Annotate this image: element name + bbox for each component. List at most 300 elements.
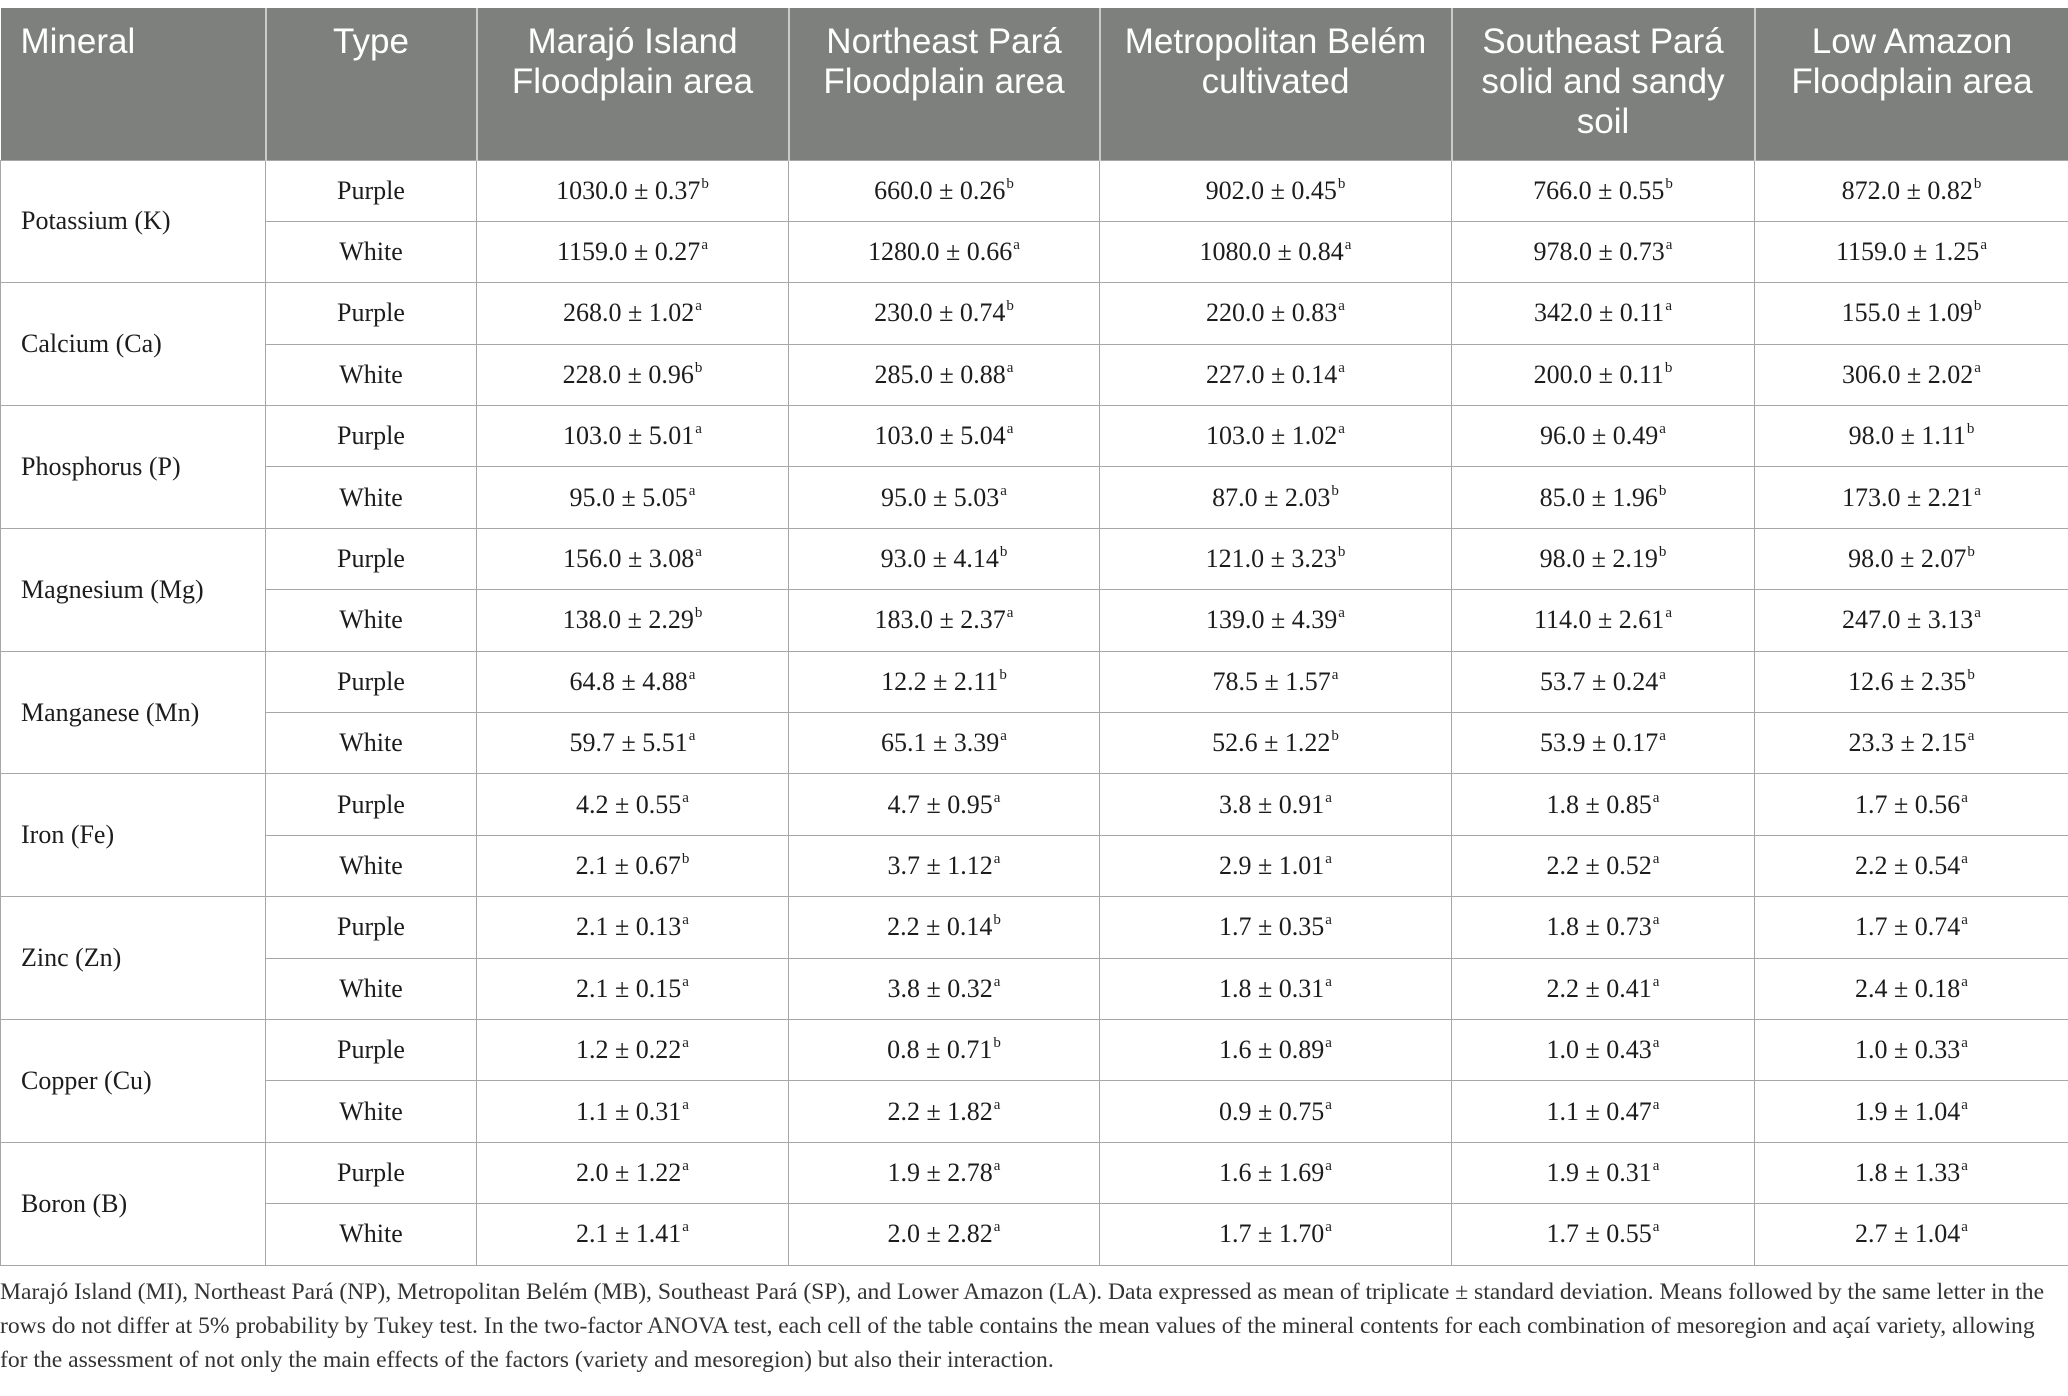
value-cell [789, 651, 1100, 712]
significance-letter: a [1961, 912, 1968, 929]
value-cell [477, 283, 789, 344]
mean-sd-value: 2.2 ± 0.41 [1546, 973, 1652, 1003]
mean-sd-value: 766.0 ± 0.55 [1533, 175, 1665, 205]
value-cell [1100, 1081, 1452, 1142]
significance-letter: b [1664, 359, 1673, 376]
value-cell [1100, 897, 1452, 958]
mean-sd-value: 2.1 ± 0.15 [576, 973, 682, 1003]
mean-sd-value: 23.3 ± 2.15 [1848, 728, 1967, 758]
header-northeast-para: Northeast Pará Floodplain area [789, 8, 1100, 160]
value-cell [1100, 835, 1452, 896]
mean-sd-value: 268.0 ± 1.02 [563, 298, 695, 328]
mean-sd-value: 85.0 ± 1.96 [1539, 482, 1658, 512]
mean-sd-value: 3.8 ± 0.91 [1219, 789, 1325, 819]
value-cell [1452, 1142, 1755, 1203]
significance-letter: a [1652, 912, 1660, 929]
significance-letter: a [1325, 1035, 1332, 1052]
mean-sd-value: 220.0 ± 0.83 [1206, 298, 1338, 328]
mean-sd-value: 1159.0 ± 1.25 [1836, 237, 1980, 267]
value-cell [789, 774, 1100, 835]
value-cell [1755, 283, 2068, 344]
mean-sd-value: 98.0 ± 2.19 [1539, 544, 1658, 574]
significance-letter: a [1961, 1157, 1968, 1174]
significance-letter: a [1325, 1096, 1332, 1113]
mean-sd-value: 96.0 ± 0.49 [1540, 421, 1659, 451]
mean-sd-value: 902.0 ± 0.45 [1205, 175, 1337, 205]
mean-sd-value: 155.0 ± 1.09 [1841, 298, 1973, 328]
significance-letter: a [1665, 298, 1672, 315]
value-cell [1452, 283, 1755, 344]
mineral-name-cell: Phosphorus (P) [1, 406, 266, 529]
value-cell [477, 651, 789, 712]
type-cell: White [266, 835, 477, 896]
mean-sd-value: 285.0 ± 0.88 [874, 359, 1006, 389]
significance-letter: a [682, 1157, 689, 1174]
significance-letter: a [1000, 482, 1007, 499]
significance-letter: a [993, 1219, 1001, 1236]
mean-sd-value: 227.0 ± 0.14 [1206, 359, 1338, 389]
significance-letter: a [682, 973, 689, 990]
mean-sd-value: 0.8 ± 0.71 [887, 1035, 993, 1065]
value-cell [1755, 467, 2068, 528]
significance-letter: b [694, 359, 703, 376]
value-cell [477, 835, 789, 896]
value-cell [789, 467, 1100, 528]
significance-letter: b [999, 544, 1008, 561]
value-cell [477, 1204, 789, 1265]
mean-sd-value: 53.7 ± 0.24 [1540, 666, 1659, 696]
significance-letter: a [1338, 359, 1345, 376]
type-cell: Purple [266, 160, 477, 221]
mean-sd-value: 1.1 ± 0.47 [1546, 1096, 1652, 1126]
value-cell [1100, 467, 1452, 528]
value-cell [1100, 774, 1452, 835]
type-cell: Purple [266, 897, 477, 958]
value-cell [1755, 1204, 2068, 1265]
type-cell: White [266, 344, 477, 405]
mean-sd-value: 1080.0 ± 0.84 [1199, 237, 1344, 267]
mean-sd-value: 2.4 ± 0.18 [1855, 973, 1961, 1003]
significance-letter: b [1331, 482, 1339, 499]
mean-sd-value: 0.9 ± 0.75 [1219, 1096, 1325, 1126]
mean-sd-value: 2.1 ± 0.13 [576, 912, 682, 942]
significance-letter: a [1652, 1035, 1660, 1052]
significance-letter: a [1006, 605, 1014, 622]
significance-letter: a [1652, 789, 1660, 806]
value-cell [477, 344, 789, 405]
table-row [1, 835, 2068, 896]
value-cell [1755, 1142, 2068, 1203]
significance-letter: b [1337, 175, 1346, 192]
significance-letter: b [1973, 298, 1982, 315]
value-cell [1452, 1081, 1755, 1142]
mean-sd-value: 93.0 ± 4.14 [880, 544, 999, 574]
mean-sd-value: 1.9 ± 1.04 [1855, 1096, 1961, 1126]
value-cell [477, 160, 789, 221]
significance-letter: a [682, 789, 689, 806]
value-cell [1452, 713, 1755, 774]
table-row [1, 958, 2068, 1019]
header-low-amazon: Low Amazon Floodplain area [1755, 8, 2068, 160]
table-body [1, 160, 2068, 1265]
significance-letter: a [1338, 421, 1345, 438]
value-cell [789, 1204, 1100, 1265]
value-cell [1100, 1019, 1452, 1080]
significance-letter: a [1652, 1096, 1660, 1113]
significance-letter: a [688, 666, 696, 683]
value-cell [1452, 835, 1755, 896]
mean-sd-value: 200.0 ± 0.11 [1533, 359, 1664, 389]
value-cell [1755, 1081, 2068, 1142]
significance-letter: b [1658, 544, 1667, 561]
significance-letter: a [695, 298, 702, 315]
significance-letter: a [1325, 912, 1332, 929]
value-cell [789, 344, 1100, 405]
value-cell [477, 221, 789, 282]
table-row [1, 160, 2068, 221]
mean-sd-value: 1.8 ± 1.33 [1855, 1157, 1961, 1187]
significance-letter: b [993, 912, 1001, 929]
significance-letter: a [993, 850, 1001, 867]
table-row [1, 283, 2068, 344]
mean-sd-value: 2.9 ± 1.01 [1219, 850, 1325, 880]
significance-letter: a [1325, 789, 1332, 806]
mean-sd-value: 1280.0 ± 0.66 [868, 237, 1013, 267]
value-cell [477, 713, 789, 774]
table-row [1, 344, 2068, 405]
value-cell [1100, 528, 1452, 589]
mean-sd-value: 52.6 ± 1.22 [1212, 728, 1331, 758]
table-row [1, 467, 2068, 528]
table-row [1, 713, 2068, 774]
value-cell [1755, 1019, 2068, 1080]
type-cell: Purple [266, 283, 477, 344]
value-cell [1452, 897, 1755, 958]
mean-sd-value: 1.6 ± 0.89 [1219, 1035, 1325, 1065]
value-cell [1755, 160, 2068, 221]
value-cell [1755, 221, 2068, 282]
value-cell [1755, 897, 2068, 958]
mean-sd-value: 1.7 ± 0.74 [1855, 912, 1961, 942]
value-cell [789, 283, 1100, 344]
header-type: Type [266, 8, 477, 160]
value-cell [1452, 160, 1755, 221]
mineral-name-cell: Potassium (K) [1, 160, 266, 283]
value-cell [1755, 344, 2068, 405]
value-cell [789, 160, 1100, 221]
significance-letter: a [1659, 666, 1666, 683]
mean-sd-value: 1.7 ± 1.70 [1219, 1219, 1325, 1249]
mean-sd-value: 1.7 ± 0.55 [1546, 1219, 1652, 1249]
value-cell [789, 406, 1100, 467]
value-cell [1452, 467, 1755, 528]
value-cell [1755, 528, 2068, 589]
type-cell: White [266, 713, 477, 774]
significance-letter: a [1325, 1157, 1332, 1174]
mean-sd-value: 247.0 ± 3.13 [1842, 605, 1974, 635]
significance-letter: a [1331, 666, 1339, 683]
significance-letter: a [1013, 237, 1020, 254]
value-cell [1755, 713, 2068, 774]
value-cell [477, 406, 789, 467]
significance-letter: a [1974, 605, 1981, 622]
significance-letter: a [1961, 973, 1968, 990]
value-cell [1452, 590, 1755, 651]
value-cell [1100, 406, 1452, 467]
significance-letter: a [695, 421, 702, 438]
mineral-name-cell: Zinc (Zn) [1, 897, 266, 1020]
significance-letter: b [1337, 544, 1346, 561]
significance-letter: a [1652, 1219, 1660, 1236]
table-row [1, 1204, 2068, 1265]
mean-sd-value: 1.0 ± 0.33 [1855, 1035, 1961, 1065]
value-cell [477, 1019, 789, 1080]
mean-sd-value: 87.0 ± 2.03 [1212, 482, 1331, 512]
value-cell [789, 221, 1100, 282]
significance-letter: a [682, 912, 689, 929]
mean-sd-value: 2.2 ± 0.14 [887, 912, 993, 942]
value-cell [1755, 651, 2068, 712]
significance-letter: b [999, 666, 1007, 683]
value-cell [1452, 528, 1755, 589]
mean-sd-value: 2.2 ± 1.82 [887, 1096, 993, 1126]
significance-letter: b [1966, 421, 1975, 438]
significance-letter: a [1659, 728, 1666, 745]
significance-letter: b [1665, 175, 1673, 192]
significance-letter: a [1967, 728, 1975, 745]
significance-letter: a [682, 1219, 689, 1236]
mean-sd-value: 103.0 ± 5.04 [874, 421, 1006, 451]
mineral-name-cell: Boron (B) [1, 1142, 266, 1265]
mean-sd-value: 1.7 ± 0.35 [1219, 912, 1325, 942]
mean-sd-value: 2.2 ± 0.54 [1855, 850, 1961, 880]
table-header [1, 8, 2068, 160]
mean-sd-value: 2.0 ± 1.22 [576, 1157, 682, 1187]
significance-letter: a [1961, 850, 1968, 867]
significance-letter: a [701, 237, 708, 254]
significance-letter: b [681, 850, 690, 867]
mean-sd-value: 2.7 ± 1.04 [1855, 1219, 1961, 1249]
value-cell [477, 590, 789, 651]
significance-letter: a [1338, 298, 1345, 315]
value-cell [1452, 958, 1755, 1019]
significance-letter: a [1961, 1219, 1968, 1236]
value-cell [1452, 1019, 1755, 1080]
value-cell [477, 774, 789, 835]
mean-sd-value: 1.9 ± 0.31 [1546, 1157, 1652, 1187]
table-row [1, 897, 2068, 958]
value-cell [477, 897, 789, 958]
mean-sd-value: 78.5 ± 1.57 [1212, 666, 1331, 696]
significance-letter: a [1961, 789, 1968, 806]
mean-sd-value: 1.6 ± 1.69 [1219, 1157, 1325, 1187]
mean-sd-value: 1.1 ± 0.31 [576, 1096, 682, 1126]
header-southeast-para: Southeast Pará solid and sandy soil [1452, 8, 1755, 160]
value-cell [1100, 1204, 1452, 1265]
mineral-name-cell: Manganese (Mn) [1, 651, 266, 774]
type-cell: White [266, 221, 477, 282]
significance-letter: a [1325, 850, 1332, 867]
value-cell [1100, 590, 1452, 651]
value-cell [789, 590, 1100, 651]
mean-sd-value: 98.0 ± 1.11 [1848, 421, 1966, 451]
value-cell [1100, 344, 1452, 405]
significance-letter: b [1006, 298, 1014, 315]
mean-sd-value: 95.0 ± 5.05 [569, 482, 688, 512]
significance-letter: b [1006, 175, 1014, 192]
value-cell [1755, 590, 2068, 651]
value-cell [1755, 406, 2068, 467]
significance-letter: a [1652, 973, 1660, 990]
mean-sd-value: 95.0 ± 5.03 [881, 482, 1000, 512]
value-cell [1100, 1142, 1452, 1203]
value-cell [1452, 344, 1755, 405]
significance-letter: a [695, 544, 702, 561]
mean-sd-value: 342.0 ± 0.11 [1534, 298, 1665, 328]
significance-letter: a [993, 973, 1001, 990]
type-cell: Purple [266, 1142, 477, 1203]
significance-letter: a [688, 482, 696, 499]
mean-sd-value: 12.2 ± 2.11 [881, 666, 999, 696]
significance-letter: a [1974, 359, 1981, 376]
significance-letter: a [993, 789, 1001, 806]
significance-letter: b [701, 175, 709, 192]
significance-letter: b [1967, 544, 1975, 561]
table-row [1, 1142, 2068, 1203]
significance-letter: b [1967, 666, 1975, 683]
value-cell [477, 467, 789, 528]
significance-letter: b [1331, 728, 1339, 745]
mean-sd-value: 173.0 ± 2.21 [1842, 482, 1974, 512]
significance-letter: a [1665, 605, 1672, 622]
table-row [1, 1019, 2068, 1080]
value-cell [789, 1019, 1100, 1080]
value-cell [789, 1142, 1100, 1203]
significance-letter: a [1000, 728, 1007, 745]
significance-letter: a [1006, 421, 1014, 438]
mean-sd-value: 4.7 ± 0.95 [887, 789, 993, 819]
mean-sd-value: 3.8 ± 0.32 [887, 973, 993, 1003]
mean-sd-value: 121.0 ± 3.23 [1205, 544, 1337, 574]
table-row [1, 774, 2068, 835]
value-cell [1100, 221, 1452, 282]
significance-letter: a [1325, 1219, 1332, 1236]
significance-letter: a [1006, 359, 1014, 376]
type-cell: White [266, 467, 477, 528]
significance-letter: b [1658, 482, 1667, 499]
value-cell [1755, 835, 2068, 896]
mean-sd-value: 660.0 ± 0.26 [874, 175, 1006, 205]
significance-letter: b [694, 605, 703, 622]
significance-letter: b [1973, 175, 1982, 192]
mean-sd-value: 1.2 ± 0.22 [576, 1035, 682, 1065]
table-row [1, 651, 2068, 712]
significance-letter: a [1961, 1035, 1968, 1052]
header-metropolitan-belem: Metropolitan Belém cultivated [1100, 8, 1452, 160]
value-cell [1755, 958, 2068, 1019]
mineral-content-table [0, 8, 2068, 1266]
value-cell [477, 958, 789, 1019]
mean-sd-value: 2.1 ± 1.41 [576, 1219, 682, 1249]
significance-letter: a [1980, 237, 1987, 254]
value-cell [789, 528, 1100, 589]
header-marajo-island: Marajó Island Floodplain area [477, 8, 789, 160]
value-cell [1755, 774, 2068, 835]
value-cell [1100, 283, 1452, 344]
type-cell: Purple [266, 651, 477, 712]
mean-sd-value: 1.8 ± 0.73 [1546, 912, 1652, 942]
mean-sd-value: 228.0 ± 0.96 [562, 359, 694, 389]
mean-sd-value: 2.1 ± 0.67 [575, 850, 681, 880]
mean-sd-value: 139.0 ± 4.39 [1206, 605, 1338, 635]
mean-sd-value: 3.7 ± 1.12 [887, 850, 993, 880]
mineral-name-cell: Calcium (Ca) [1, 283, 266, 406]
significance-letter: a [1344, 237, 1352, 254]
significance-letter: a [1961, 1096, 1968, 1113]
mean-sd-value: 978.0 ± 0.73 [1533, 237, 1665, 267]
significance-letter: a [1974, 482, 1981, 499]
value-cell [477, 528, 789, 589]
value-cell [789, 713, 1100, 774]
value-cell [1100, 160, 1452, 221]
mean-sd-value: 306.0 ± 2.02 [1842, 359, 1974, 389]
mean-sd-value: 2.0 ± 2.82 [887, 1219, 993, 1249]
significance-letter: a [682, 1035, 689, 1052]
mean-sd-value: 1.7 ± 0.56 [1855, 789, 1961, 819]
mean-sd-value: 103.0 ± 1.02 [1206, 421, 1338, 451]
significance-letter: a [1338, 605, 1345, 622]
significance-letter: a [1652, 1157, 1660, 1174]
mean-sd-value: 1030.0 ± 0.37 [556, 175, 701, 205]
mean-sd-value: 12.6 ± 2.35 [1848, 666, 1967, 696]
table-row [1, 406, 2068, 467]
value-cell [1100, 713, 1452, 774]
type-cell: Purple [266, 528, 477, 589]
mineral-name-cell: Magnesium (Mg) [1, 528, 266, 651]
mean-sd-value: 1.0 ± 0.43 [1546, 1035, 1652, 1065]
header-row [1, 8, 2068, 160]
value-cell [1452, 651, 1755, 712]
type-cell: White [266, 958, 477, 1019]
value-cell [789, 835, 1100, 896]
mean-sd-value: 1159.0 ± 0.27 [557, 237, 701, 267]
significance-letter: a [1659, 421, 1666, 438]
mean-sd-value: 138.0 ± 2.29 [562, 605, 694, 635]
mean-sd-value: 2.2 ± 0.52 [1546, 850, 1652, 880]
value-cell [477, 1142, 789, 1203]
table-row [1, 590, 2068, 651]
mean-sd-value: 1.9 ± 2.78 [887, 1157, 993, 1187]
value-cell [789, 958, 1100, 1019]
mean-sd-value: 103.0 ± 5.01 [563, 421, 695, 451]
value-cell [477, 1081, 789, 1142]
mean-sd-value: 98.0 ± 2.07 [1848, 544, 1967, 574]
significance-letter: a [682, 1096, 689, 1113]
value-cell [1452, 406, 1755, 467]
value-cell [1100, 958, 1452, 1019]
significance-letter: a [993, 1096, 1001, 1113]
type-cell: White [266, 590, 477, 651]
significance-letter: b [993, 1035, 1001, 1052]
significance-letter: a [688, 728, 696, 745]
mean-sd-value: 59.7 ± 5.51 [569, 728, 688, 758]
type-cell: Purple [266, 1019, 477, 1080]
header-mineral: Mineral [1, 8, 266, 160]
mean-sd-value: 4.2 ± 0.55 [576, 789, 682, 819]
significance-letter: a [1665, 237, 1673, 254]
mean-sd-value: 53.9 ± 0.17 [1540, 728, 1659, 758]
type-cell: White [266, 1081, 477, 1142]
